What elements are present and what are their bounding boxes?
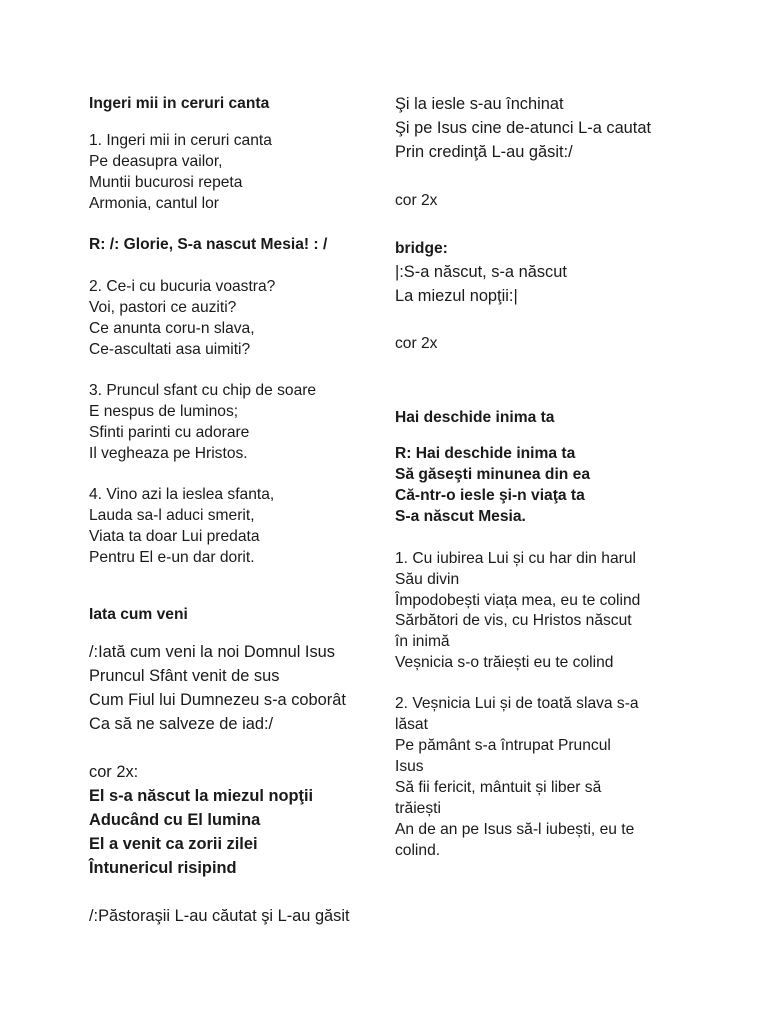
refrain-line: Să găseşti minunea din ea — [395, 466, 590, 483]
refrain-line: R: Hai deschide inima ta — [395, 445, 576, 462]
verse-line: Pruncul Sfânt venit de sus — [89, 667, 280, 685]
verse-line: Ca să ne salveze de iad:/ — [89, 715, 274, 733]
verse-line: 1. Ingeri mii in ceruri canta — [89, 132, 272, 149]
verse-line: 1. Cu iubirea Lui și cu har din harul — [395, 550, 636, 567]
refrain-line: Că-ntr-o iesle şi-n viaţa ta — [395, 487, 585, 504]
verse-line: Său divin — [395, 571, 460, 588]
verse-line: 2. Veșnicia Lui și de toată slava s-a — [395, 695, 639, 712]
verse-line: Sfinti parinti cu adorare — [89, 424, 250, 441]
verse-line: Ce anunta coru-n slava, — [89, 320, 255, 337]
refrain-line: R: /: Glorie, S-a nascut Mesia! : / — [89, 236, 328, 253]
verse-line: Pe pământ s-a întrupat Pruncul — [395, 737, 611, 754]
verse-line: Voi, pastori ce auziti? — [89, 299, 237, 316]
verse-line: Prin credinţă L-au găsit:/ — [395, 143, 573, 161]
verse-line: Muntii bucurosi repeta — [89, 174, 243, 191]
bridge-line: |:S-a născut, s-a născut — [395, 263, 567, 281]
cor-line: El s-a născut la miezul nopţii — [89, 787, 314, 805]
cor-line: Aducând cu El lumina — [89, 811, 261, 829]
song-title: Ingeri mii in ceruri canta — [89, 95, 270, 112]
song-title: Iata cum veni — [89, 606, 188, 623]
bridge-label: bridge: — [395, 240, 448, 257]
verse-line: Pe deasupra vailor, — [89, 153, 223, 170]
song-title: Hai deschide inima ta — [395, 409, 555, 426]
verse-line: Şi la iesle s-au închinat — [395, 95, 564, 113]
verse-line: trăiești — [395, 800, 441, 817]
verse-line: Viata ta doar Lui predata — [89, 528, 260, 545]
verse-line: Să fii fericit, mântuit și liber să — [395, 779, 602, 796]
verse-line: 4. Vino azi la ieslea sfanta, — [89, 486, 275, 503]
verse-line: Pentru El e-un dar dorit. — [89, 549, 255, 566]
verse-line: Cum Fiul lui Dumnezeu s-a coborât — [89, 691, 346, 709]
cor-line: El a venit ca zorii zilei — [89, 835, 258, 853]
verse-line: /:Păstoraşii L-au căutat şi L-au găsit — [89, 907, 350, 925]
verse-line: 3. Pruncul sfant cu chip de soare — [89, 382, 317, 399]
verse-line: Şi pe Isus cine de-atunci L-a cautat — [395, 119, 652, 137]
verse-line: Armonia, cantul lor — [89, 195, 220, 212]
verse-line: Împodobești viața mea, eu te colind — [395, 592, 641, 609]
verse-line: Isus — [395, 758, 424, 775]
verse-line: E nespus de luminos; — [89, 403, 239, 420]
verse-line: lăsat — [395, 716, 428, 733]
cor-label: cor 2x: — [89, 763, 139, 781]
verse-line: /:Iată cum veni la noi Domnul Isus — [89, 643, 335, 661]
verse-line: An de an pe Isus să-l iubești, eu te — [395, 821, 635, 838]
refrain-line: S-a născut Mesia. — [395, 508, 526, 525]
verse-line: Lauda sa-l aduci smerit, — [89, 507, 255, 524]
verse-line: Il vegheaza pe Hristos. — [89, 445, 248, 462]
verse-line: Sărbători de vis, cu Hristos născut — [395, 612, 632, 629]
verse-line: 2. Ce-i cu bucuria voastra? — [89, 278, 276, 295]
cor-label: cor 2x — [395, 192, 438, 209]
verse-line: în inimă — [395, 633, 450, 650]
verse-line: Veșnicia s-o trăiești eu te colind — [395, 654, 614, 671]
verse-line: colind. — [395, 842, 441, 859]
bridge-line: La miezul nopţii:| — [395, 287, 518, 305]
cor-line: Întunericul risipind — [89, 859, 237, 877]
verse-line: Ce-ascultati asa uimiti? — [89, 341, 251, 358]
cor-label: cor 2x — [395, 335, 438, 352]
